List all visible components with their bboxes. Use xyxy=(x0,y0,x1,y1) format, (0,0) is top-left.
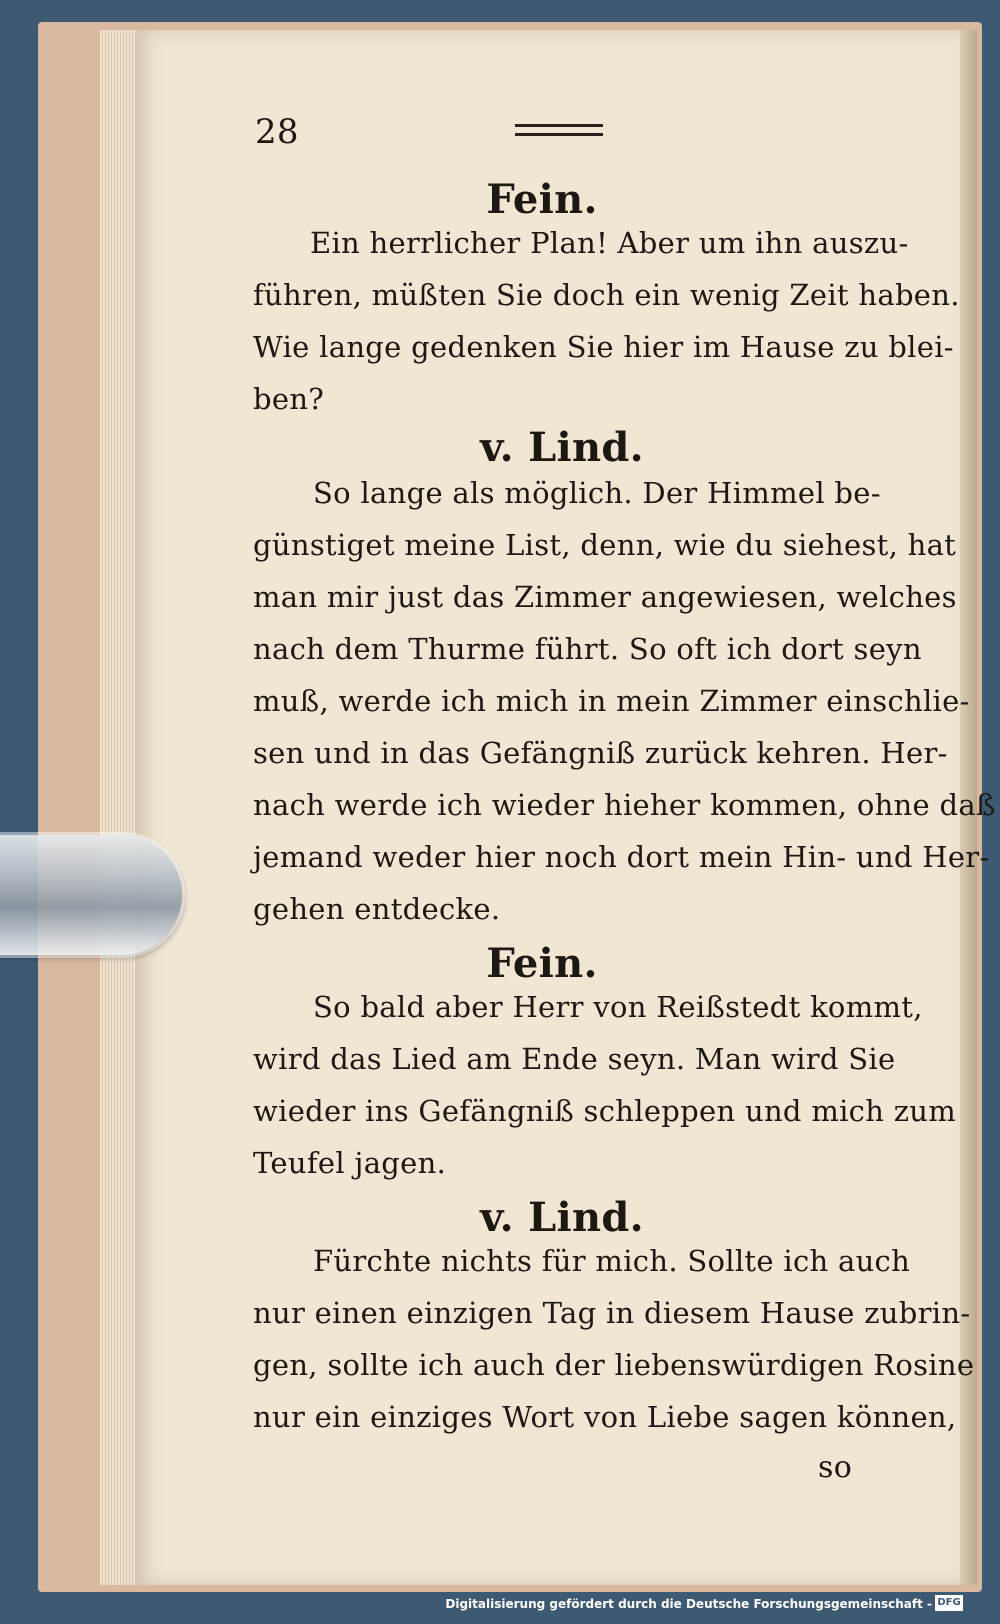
text-line: gen, sollte ich auch der liebenswürdigen Rosine xyxy=(253,1348,975,1382)
text-line: nach dem Thurme führt. So oft ich dort seyn xyxy=(253,632,922,666)
page-number: 28 xyxy=(255,112,299,152)
text-line: gehen entdecke. xyxy=(253,892,501,926)
text-line: man mir just das Zimmer angewiesen, welches xyxy=(253,580,957,614)
text-line: sen und in das Gefängniß zurück kehren. Her- xyxy=(253,736,948,770)
text-line: Teufel jagen. xyxy=(253,1146,447,1180)
speaker-heading: v. Lind. xyxy=(480,424,644,471)
text-line: nur einen einzigen Tag in diesem Hause zubrin- xyxy=(253,1296,971,1330)
speaker-heading: Fein. xyxy=(486,940,598,987)
text-line: So bald aber Herr von Reißstedt kommt, xyxy=(313,990,923,1024)
digitization-credit: Digitalisierung gefördert durch die Deutsche Forschungsgemeinschaft - xyxy=(445,1597,932,1611)
text-line: wird das Lied am Ende seyn. Man wird Sie xyxy=(253,1042,896,1076)
text-line: nur ein einziges Wort von Liebe sagen können, xyxy=(253,1400,957,1434)
text-line: günstiget meine List, denn, wie du siehest, hat xyxy=(253,528,957,562)
text-line: Fürchte nichts für mich. Sollte ich auch xyxy=(313,1244,911,1278)
text-line: wieder ins Gefängniß schleppen und mich zum xyxy=(253,1094,957,1128)
page-clip xyxy=(0,835,182,955)
speaker-heading: v. Lind. xyxy=(480,1194,644,1241)
text-line: Ein herrlicher Plan! Aber um ihn auszu- xyxy=(310,226,909,260)
text-line: ben? xyxy=(253,382,325,416)
speaker-heading: Fein. xyxy=(486,176,598,223)
catchword: so xyxy=(818,1450,853,1485)
text-line: führen, müßten Sie doch ein wenig Zeit haben. xyxy=(253,278,960,312)
text-line: Wie lange gedenken Sie hier im Hause zu blei- xyxy=(253,330,954,364)
header-rule xyxy=(515,124,603,136)
dfg-logo: DFG xyxy=(935,1595,963,1611)
text-line: nach werde ich wieder hieher kommen, ohne daß xyxy=(253,788,996,822)
text-line: So lange als möglich. Der Himmel be- xyxy=(313,476,881,510)
text-line: jemand weder hier noch dort mein Hin- und Her- xyxy=(253,840,990,874)
text-line: muß, werde ich mich in mein Zimmer einschlie- xyxy=(253,684,970,718)
